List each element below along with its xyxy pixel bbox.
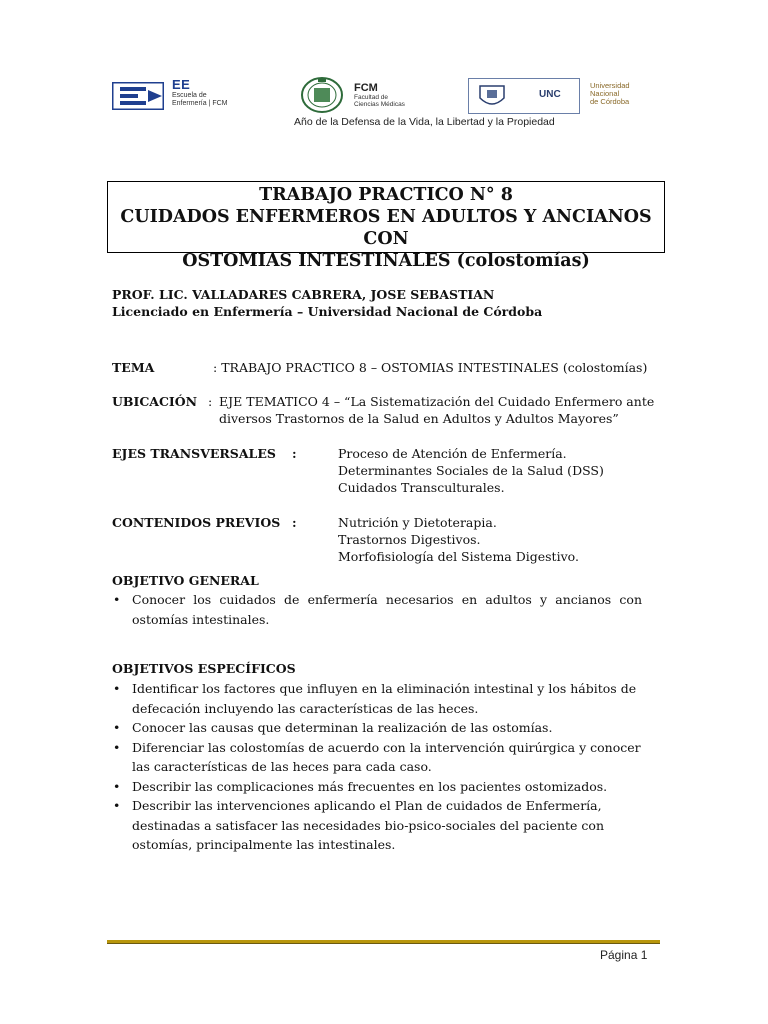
objetivo-especifico-1: Identificar los factores que influyen en la eliminación intestinal y los hábitos de defecación incluyendo las características de las heces. (132, 681, 637, 716)
unc-crest-icon (477, 82, 507, 110)
objetivo-especifico-4: Describir las complicaciones más frecuentes en los pacientes ostomizados. (132, 778, 608, 794)
fcm-text (354, 82, 405, 108)
fcm-line2: Ciencias Médicas (354, 101, 405, 108)
title-line2: CUIDADOS ENFERMEROS EN ADULTOS Y ANCIANOS CON (120, 207, 652, 249)
tema-value: TRABAJO PRACTICO 8 – OSTOMIAS INTESTINALES (colostomías) (221, 360, 648, 375)
unc-abbr: UNC (539, 89, 561, 100)
bullet-icon: • (113, 739, 121, 755)
ejes-item-3: Cuidados Transculturales. (338, 480, 505, 495)
list-item (112, 777, 642, 797)
objetivos-especificos-list (112, 679, 642, 855)
ee-line1: Escuela de (172, 92, 207, 99)
footer-rule (107, 940, 660, 944)
motto: Año de la Defensa de la Vida, la Libertad y la Propiedad (294, 116, 555, 128)
contenidos-label: CONTENIDOS PREVIOS (112, 515, 281, 530)
ejes-label: EJES TRANSVERSALES (112, 446, 276, 461)
ejes-colon: : (292, 446, 297, 461)
ee-line2: Enfermería | FCM (172, 100, 228, 107)
unc-line1: Universidad (590, 81, 630, 90)
author-name: PROF. LIC. VALLADARES CABRERA, JOSE SEBASTIAN (112, 287, 495, 302)
ubicacion-colon: : (208, 394, 213, 409)
fcm-abbr: FCM (354, 82, 378, 94)
author-degree: Licenciado en Enfermería – Universidad Nacional de Córdoba (112, 304, 543, 319)
ejes-item-1: Proceso de Atención de Enfermería. (338, 446, 567, 461)
contenidos-colon: : (292, 515, 297, 530)
page-number: Página 1 (600, 948, 648, 962)
objetivo-especifico-3: Diferenciar las colostomías de acuerdo con la intervención quirúrgica y conocer las características de las heces para cada caso. (132, 739, 641, 774)
bullet-icon: • (113, 592, 121, 607)
title-line1: TRABAJO PRACTICO N° 8 (259, 185, 513, 205)
list-item (112, 796, 642, 855)
contenidos-item-1: Nutrición y Dietoterapia. (338, 515, 497, 530)
list-item (112, 590, 642, 629)
ee-logo (112, 76, 272, 116)
ejes-item-2: Determinantes Sociales de la Salud (DSS) (338, 463, 604, 478)
objetivo-general-list (112, 590, 642, 629)
ee-abbr: EE (172, 77, 191, 92)
objetivo-especifico-2: Conocer las causas que determinan la realización de las ostomías. (132, 720, 553, 735)
objetivos-especificos-heading: OBJETIVOS ESPECÍFICOS (112, 661, 296, 676)
bullet-icon: • (113, 778, 121, 794)
objetivo-especifico-5: Describir las intervenciones aplicando el Plan de cuidados de Enfermería, destinadas a satisfacer las necesidades bio-psico-sociales del paciente con ostomías, principalmente las intestinales. (132, 798, 605, 852)
fcm-line1: Facultad de (354, 94, 388, 101)
list-item (112, 738, 642, 777)
ubicacion-line1: EJE TEMATICO 4 – “La Sistematización del Cuidado Enfermero ante (219, 394, 655, 409)
objetivo-general-heading: OBJETIVO GENERAL (112, 573, 259, 588)
ubicacion-label: UBICACIÓN (112, 394, 198, 409)
list-item (112, 718, 642, 738)
tema-value-line (213, 359, 647, 377)
title-box (107, 181, 665, 271)
ee-emblem-icon (112, 82, 164, 110)
tema-label: TEMA (112, 360, 155, 375)
objetivo-general-text: Conocer los cuidados de enfermería necesarios en adultos y ancianos con ostomías intestinales. (132, 592, 642, 627)
ubicacion-line2: diversos Trastornos de la Salud en Adultos y Adultos Mayores” (219, 411, 619, 426)
title-line3: OSTOMIAS INTESTINALES (colostomías) (182, 251, 590, 271)
unc-line3: de Córdoba (590, 97, 630, 106)
unc-line2: Nacional (590, 89, 620, 98)
fcm-logo (298, 74, 458, 118)
bullet-icon: • (113, 798, 121, 813)
list-item (112, 679, 642, 718)
fcm-seal-icon (300, 76, 344, 114)
contenidos-item-2: Trastornos Digestivos. (338, 532, 481, 547)
tema-colon: : (213, 360, 218, 375)
bullet-icon: • (113, 720, 121, 735)
ee-text (172, 78, 228, 108)
unc-box (468, 78, 580, 114)
unc-text (590, 82, 630, 106)
unc-logo (468, 78, 658, 114)
contenidos-item-3: Morfofisiología del Sistema Digestivo. (338, 549, 579, 564)
bullet-icon: • (113, 681, 121, 696)
